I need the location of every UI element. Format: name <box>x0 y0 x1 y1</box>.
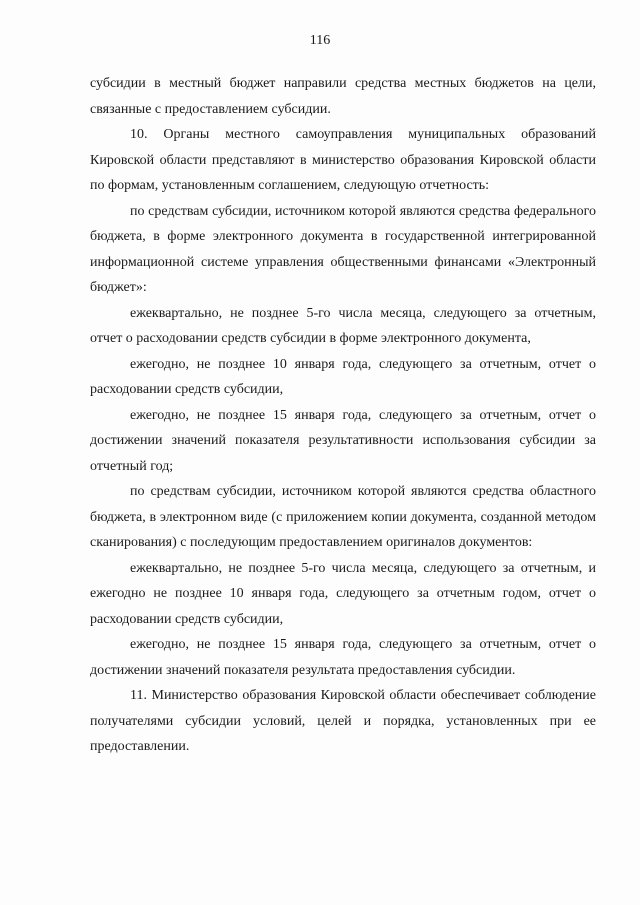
paragraph-regional-quarterly: ежеквартально, не позднее 5-го числа месяца, следующего за отчетным, и ежегодно не позднее 10 января года, следующего за отчетным годом, отчет о расходовании средств субсидии, <box>90 560 596 627</box>
paragraph-continuation: субсидии в местный бюджет направили средства местных бюджетов на цели, связанные с предоставлением субсидии. <box>90 76 596 117</box>
paragraph-item-10: 10. Органы местного самоуправления муниципальных образований Кировской области представляют в министерство образования Кировской области по формам, установленным соглашением, следующую отчетность: <box>90 127 596 193</box>
paragraph-item-11: 11. Министерство образования Кировской области обеспечивает соблюдение получателями субсидии условий, целей и порядка, установленных при ее предоставлении. <box>90 688 596 754</box>
paragraph-regional-budget: по средствам субсидии, источником которой являются средства областного бюджета, в электронном виде (с приложением копии документа, созданной методом сканирования) с последующим предоставлением оригиналов документов: <box>90 484 596 550</box>
paragraph-regional-annual-indicators: ежегодно, не позднее 15 января года, следующего за отчетным, отчет о достижении значений показателя результата предоставления субсидии. <box>90 637 596 678</box>
page-number: 116 <box>309 33 331 48</box>
paragraph-federal-budget: по средствам субсидии, источником которой являются средства федерального бюджета, в форме электронного документа в государственной интегрированной информационной системе управления общественными финансами «Электронный бюджет»: <box>90 203 596 295</box>
document-body <box>90 71 596 760</box>
paragraph-federal-annual-indicators: ежегодно, не позднее 15 января года, следующего за отчетным, отчет о достижении значений показателя результативности использования субсидии за отчетный год; <box>90 407 596 474</box>
paragraph-federal-quarterly: ежеквартально, не позднее 5-го числа месяца, следующего за отчетным, отчет о расходовании средств субсидии в форме электронного документа, <box>90 305 596 346</box>
paragraph-federal-annual-expenses: ежегодно, не позднее 10 января года, следующего за отчетным, отчет о расходовании средств субсидии, <box>90 356 596 397</box>
